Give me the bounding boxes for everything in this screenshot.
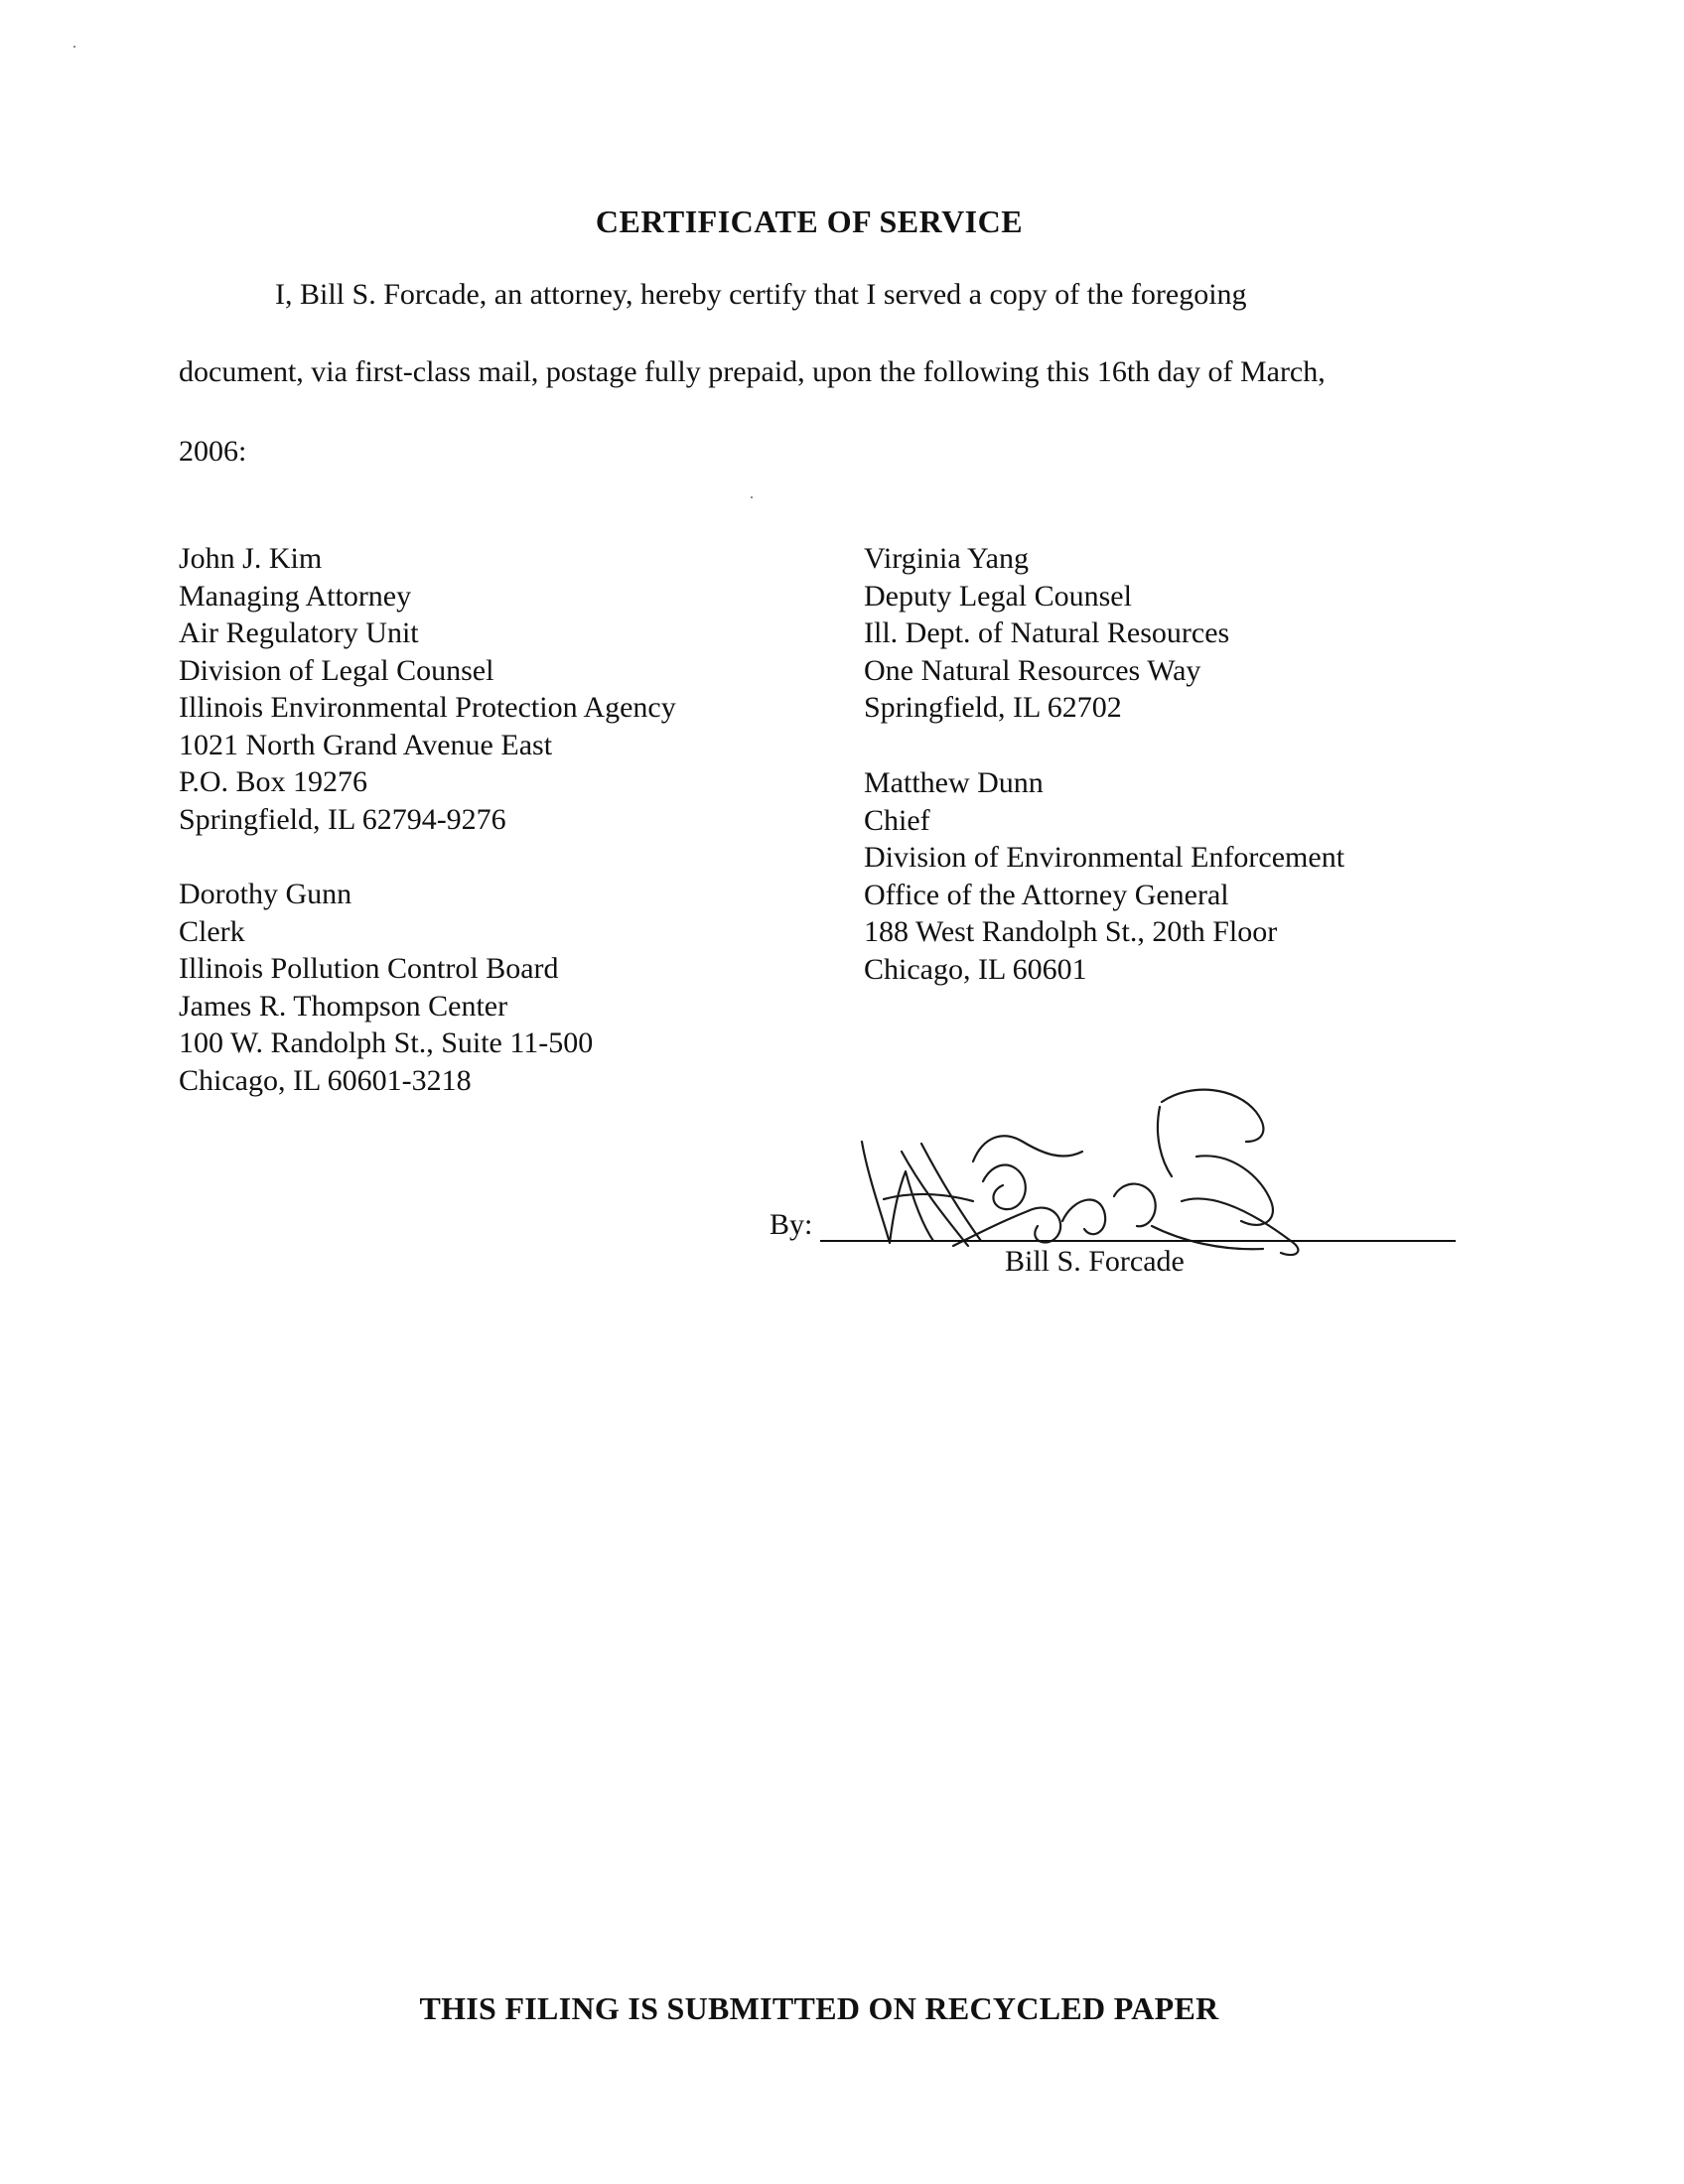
recipient-name: Matthew Dunn (864, 766, 1044, 799)
recipient-block-gunn (179, 876, 593, 1099)
recipient-line: Division of Environmental Enforcement (864, 841, 1345, 874)
signature-line (820, 1240, 1456, 1242)
document-title: CERTIFICATE OF SERVICE (595, 204, 1024, 239)
body-line-3: 2006: (179, 435, 247, 468)
handwritten-signature (854, 1082, 1370, 1271)
recipient-name: Dorothy Gunn (179, 878, 352, 910)
recipient-line: P.O. Box 19276 (179, 765, 368, 798)
recipient-line: Illinois Environmental Protection Agency (179, 691, 676, 724)
recipient-line: Deputy Legal Counsel (864, 579, 1132, 613)
recipient-line: Office of the Attorney General (864, 878, 1229, 911)
recipient-line: 188 West Randolph St., 20th Floor (864, 915, 1278, 948)
recipient-line: Illinois Pollution Control Board (179, 952, 559, 985)
recipient-line: Division of Legal Counsel (179, 653, 494, 687)
recipient-line: Air Regulatory Unit (179, 616, 419, 649)
recipient-block-yang (864, 540, 1229, 727)
recipient-line: Chicago, IL 60601 (864, 952, 1087, 986)
signer-name: Bill S. Forcade (1005, 1245, 1185, 1278)
scan-speck (751, 496, 753, 498)
recipient-line: James R. Thompson Center (179, 989, 508, 1023)
recipient-line: Managing Attorney (179, 579, 412, 613)
recipient-line: Springfield, IL 62702 (864, 691, 1122, 724)
recipient-block-kim (179, 540, 676, 838)
by-label: By: (770, 1208, 813, 1241)
scan-speck (73, 46, 75, 48)
recipient-name: John J. Kim (179, 542, 323, 575)
recipient-line: One Natural Resources Way (864, 653, 1201, 687)
recipient-line: 1021 North Grand Avenue East (179, 728, 553, 761)
footer-notice: THIS FILING IS SUBMITTED ON RECYCLED PAPER (419, 1990, 1219, 2026)
recipient-line: 100 W. Randolph St., Suite 11-500 (179, 1026, 594, 1059)
recipient-line: Chicago, IL 60601-3218 (179, 1063, 472, 1097)
recipient-line: Springfield, IL 62794-9276 (179, 802, 506, 836)
body-line-1: I, Bill S. Forcade, an attorney, hereby certify that I served a copy of the foregoing (275, 278, 1247, 311)
recipient-line: Ill. Dept. of Natural Resources (864, 616, 1230, 649)
recipient-line: Chief (864, 803, 930, 837)
recipient-name: Virginia Yang (864, 542, 1029, 575)
body-line-2: document, via first-class mail, postage fully prepaid, upon the following this 16th day of March, (179, 355, 1326, 388)
recipient-line: Clerk (179, 914, 245, 948)
recipient-block-dunn (864, 764, 1344, 988)
